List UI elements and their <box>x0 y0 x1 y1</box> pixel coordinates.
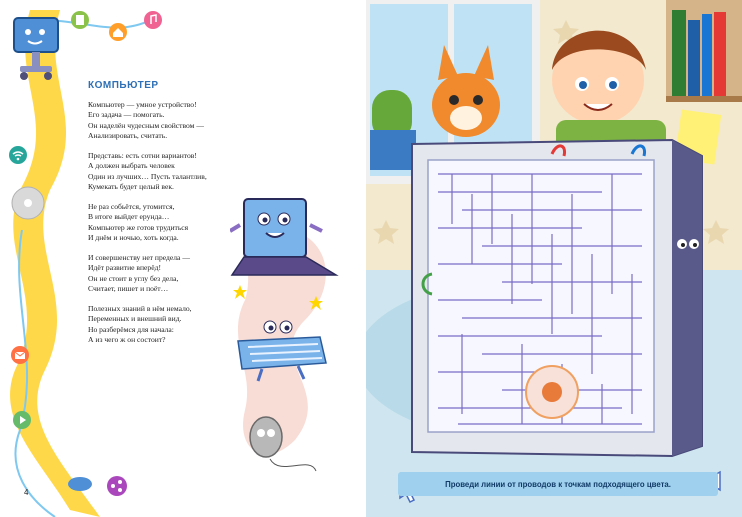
star-icon <box>309 296 323 310</box>
wifi-icon <box>8 145 28 165</box>
poem-line: А из чего ж он состоит? <box>88 334 166 344</box>
mouse-icon <box>66 474 96 494</box>
poem-line: И днём и ночью, хоть когда. <box>88 232 179 242</box>
poem-stanza <box>88 253 207 294</box>
task-instruction-text: Проведи линии от проводов к точкам подходящего цвета. <box>445 479 671 489</box>
poem-line: Кумекать будет целый век. <box>88 181 174 191</box>
poem-line: Переменных и внешний вид. <box>88 314 182 324</box>
right-page <box>366 0 742 517</box>
poem-line: Но разберёмся для начала: <box>88 324 174 334</box>
music-icon <box>143 10 163 30</box>
document-icon <box>70 10 90 30</box>
left-page <box>0 0 366 517</box>
poem-line: А должен выбрать человек <box>88 161 175 171</box>
poem-line: Он наделён чудесным свойством — <box>88 120 204 130</box>
poem-stanza <box>88 151 207 192</box>
poem-line: Представь: есть сотни вариантов! <box>88 150 197 160</box>
poem-stanza <box>88 100 207 141</box>
poem-line: Компьютер — умное устройство! <box>88 100 197 109</box>
poem-line: Считает, пишет и поёт… <box>88 283 169 293</box>
poem-stanza <box>88 202 207 243</box>
laptop-character-illustration <box>230 195 340 285</box>
computer-mouse-illustration <box>240 415 320 485</box>
poem-title: КОМПЬЮТЕР <box>88 80 159 91</box>
poem-line: И совершенству нет предела — <box>88 252 190 262</box>
poem-line: В итоге выйдет ерунда… <box>88 212 170 222</box>
keyboard-character-illustration <box>232 315 332 385</box>
home-icon <box>108 22 128 42</box>
poem-stanza <box>88 304 207 345</box>
monitor-robot-icon <box>8 14 68 84</box>
star-icon <box>233 285 247 299</box>
page-number: 4 <box>24 488 29 497</box>
poem-line: Анализировать, считать. <box>88 130 168 140</box>
poem-line: Один из лучших… Пусть талантлив, <box>88 171 207 181</box>
poem-line: Его задача — помогать. <box>88 110 165 120</box>
maze-computer-case <box>402 134 722 464</box>
poem-line: Он не стоит в углу без дела, <box>88 273 179 283</box>
cd-disc-icon <box>10 185 46 221</box>
poem-body <box>88 100 207 355</box>
poem-line: Не раз собьётся, утомится, <box>88 201 175 211</box>
share-icon <box>106 475 128 497</box>
poem-line: Компьютер же готов трудиться <box>88 222 189 232</box>
play-icon <box>12 410 32 430</box>
mail-icon <box>10 345 30 365</box>
poem-line: Идёт развитие вперёд! <box>88 263 161 273</box>
poem-line: Полезных знаний в нём немало, <box>88 303 192 313</box>
task-instruction-banner <box>398 472 718 496</box>
